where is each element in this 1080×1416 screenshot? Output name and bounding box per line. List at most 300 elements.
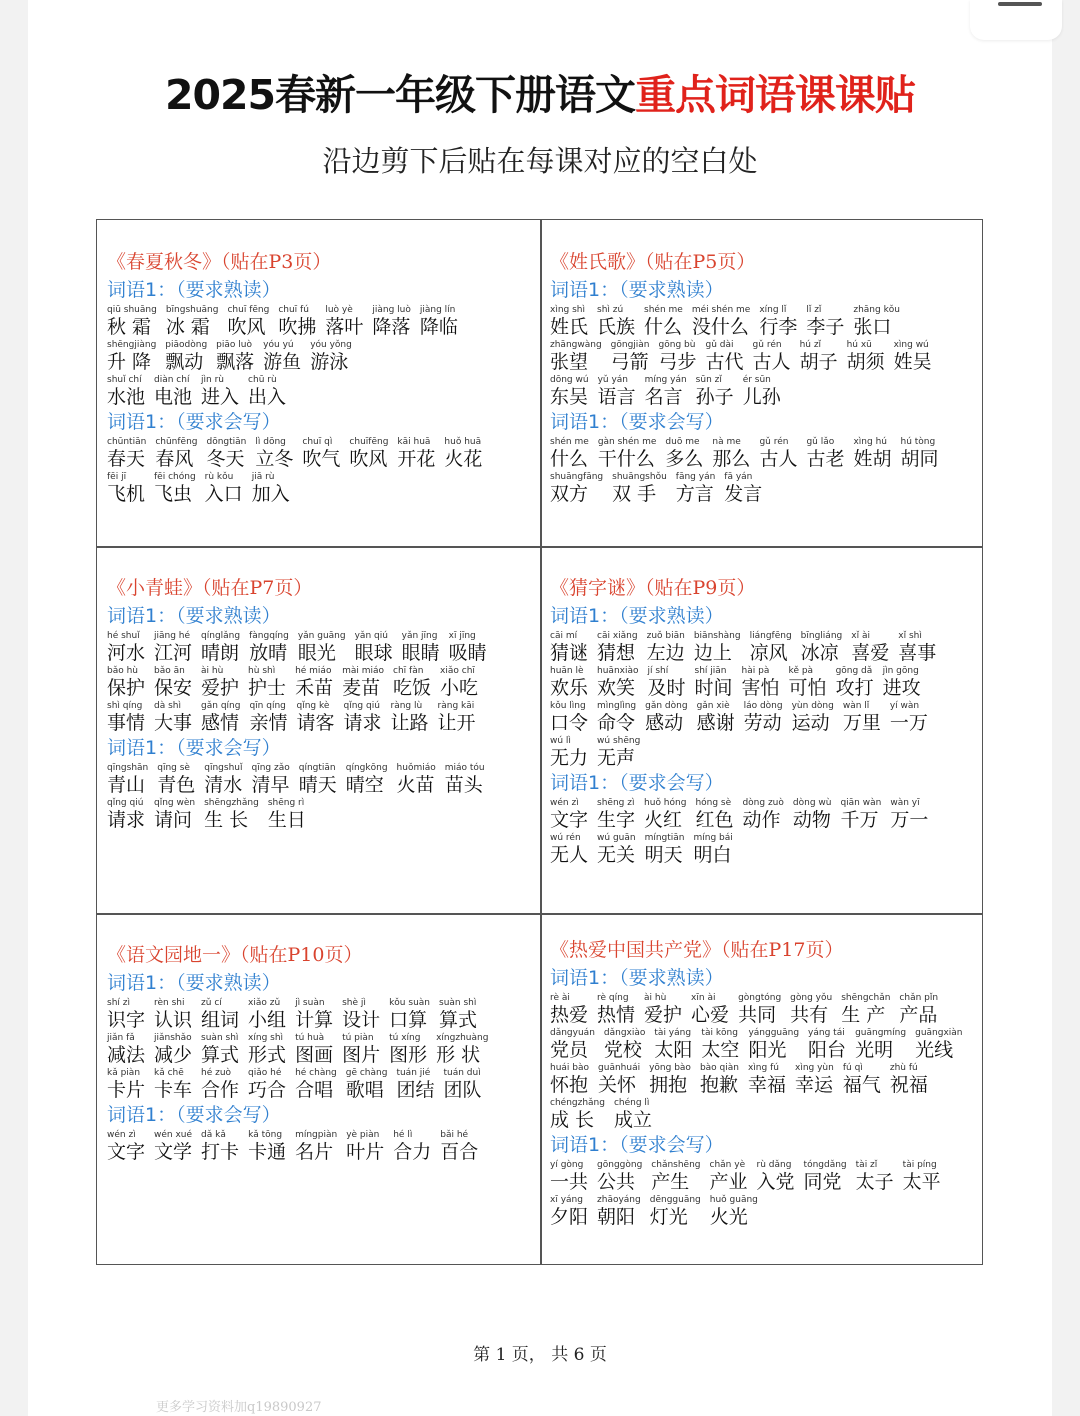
hanzi-word: 抱歉 [699, 1074, 738, 1096]
hanzi-word: 卡片 [107, 1079, 146, 1101]
pinyin-label: shuǐ chí [107, 375, 142, 385]
vocab-word [899, 992, 938, 1026]
pinyin-label: huān lè [550, 666, 584, 676]
word-row [550, 1061, 993, 1096]
word-row [550, 629, 993, 664]
vocab-word [550, 471, 603, 505]
pinyin-label: míng yán [644, 375, 687, 385]
pinyin-label: nà me [712, 437, 741, 447]
hanzi-word: 张口 [853, 316, 892, 338]
pinyin-label: chǎn yè [709, 1160, 746, 1170]
pinyin-label: láo dòng [743, 701, 783, 711]
vocab-word [154, 797, 195, 831]
vocab-word [598, 436, 657, 470]
vocab-word [349, 436, 388, 470]
vocab-word [649, 1062, 691, 1096]
vocab-word [710, 1159, 748, 1193]
pinyin-label: chuī fú [278, 305, 309, 315]
word-row [550, 831, 993, 866]
pinyin-label: qiān wàn [840, 798, 882, 808]
vocab-word [597, 797, 635, 831]
pinyin-label: chéngzhǎng [550, 1098, 605, 1108]
vocab-word [792, 700, 834, 734]
vocab-word [706, 339, 744, 373]
pinyin-label: gàn shén me [597, 437, 657, 447]
vocab-word [154, 471, 196, 505]
pinyin-label: fēi jī [107, 472, 127, 482]
vocab-word [840, 797, 881, 831]
vocab-word [298, 630, 346, 664]
hanzi-word: 名片 [295, 1141, 334, 1163]
hanzi-word: 认识 [154, 1009, 193, 1031]
vocab-word [843, 700, 881, 734]
word-row [550, 338, 993, 373]
hanzi-word: 团队 [443, 1079, 482, 1101]
pinyin-label: huǒ huā [444, 437, 482, 447]
hanzi-word: 合唱 [295, 1079, 334, 1101]
hanzi-word: 孙子 [695, 386, 734, 408]
pinyin-label: rù dǎng [756, 1160, 792, 1170]
pinyin-label: huǒ guāng [709, 1195, 758, 1205]
vocab-word [648, 665, 686, 699]
vocab-word [449, 630, 487, 664]
word-row [107, 1031, 550, 1066]
pinyin-label: kě pà [788, 666, 814, 676]
hanzi-word: 入口 [204, 483, 243, 505]
hanzi-word: 组词 [201, 1009, 240, 1031]
vocab-word [843, 1062, 881, 1096]
hanzi-word: 文字 [550, 809, 589, 831]
vocab-word [757, 1159, 795, 1193]
vocab-word [665, 436, 703, 470]
hanzi-word: 行李 [759, 316, 798, 338]
word-row [107, 761, 550, 796]
lesson-title: 《春夏秋冬》（贴在P3页） [107, 251, 332, 273]
vocab-word [697, 700, 735, 734]
pinyin-label: shén me [644, 305, 683, 315]
hanzi-word: 落叶 [325, 316, 364, 338]
lesson-card [107, 941, 550, 1163]
pinyin-label: jìn rù [201, 375, 225, 385]
vocab-word [107, 630, 145, 664]
word-row [550, 1158, 993, 1193]
hanzi-word: 红色 [695, 809, 734, 831]
hanzi-word: 阳台 [808, 1039, 847, 1061]
vocab-word [444, 436, 482, 470]
hanzi-word: 减法 [107, 1044, 146, 1066]
pinyin-label: dà shì [154, 701, 181, 711]
pinyin-label: shuāngshǒu [612, 472, 667, 482]
pinyin-label: yōng bào [649, 1063, 691, 1073]
hanzi-word: 凉风 [749, 642, 788, 664]
hanzi-word: 公共 [597, 1171, 636, 1193]
vocab-word [201, 374, 239, 408]
lesson-card [107, 574, 550, 831]
vocab-word [597, 1159, 642, 1193]
hanzi-word: 降临 [419, 316, 458, 338]
pinyin-label: chéng lì [613, 1098, 650, 1108]
pinyin-label: tóngdǎng [803, 1160, 847, 1170]
hanzi-word: 共同 [738, 1004, 777, 1026]
pinyin-label: xǐ ài [851, 631, 870, 641]
section-header: 词语1：（要求会写） [550, 772, 724, 794]
hanzi-word: 眼球 [354, 642, 393, 664]
vocab-word [550, 436, 589, 470]
hanzi-word: 左边 [646, 642, 685, 664]
hanzi-word: 命令 [597, 712, 636, 734]
vocab-word [694, 630, 741, 664]
hanzi-word: 什么 [550, 448, 589, 470]
vocab-word [372, 304, 411, 338]
vocab-word [701, 1027, 739, 1061]
hanzi-word: 及时 [647, 677, 686, 699]
vocab-word [550, 992, 588, 1026]
section-header: 词语1：（要求熟读） [107, 279, 281, 301]
vocab-word [201, 630, 240, 664]
pinyin-label: hé shuǐ [107, 631, 140, 641]
hanzi-word: 保护 [107, 677, 146, 699]
section-header: 词语1：（要求熟读） [107, 605, 281, 627]
word-row [550, 1096, 993, 1131]
vocab-word [890, 1062, 928, 1096]
pinyin-label: fú qì [842, 1063, 863, 1073]
vocab-word [550, 1027, 595, 1061]
section-header: 词语1：（要求熟读） [550, 967, 724, 989]
pinyin-label: xī jīng [448, 631, 476, 641]
vocab-word [154, 374, 192, 408]
lesson-card [550, 936, 993, 1228]
vocab-word [645, 700, 687, 734]
pinyin-label: jìn gōng [882, 666, 919, 676]
grid-divider-horizontal [97, 546, 982, 548]
vocab-word [248, 1129, 286, 1163]
pinyin-label: qīngshān [107, 763, 149, 773]
hanzi-word: 眼光 [297, 642, 336, 664]
pinyin-label: gǔ dài [705, 340, 734, 350]
vocab-word [295, 1129, 337, 1163]
vocab-word [201, 1067, 239, 1101]
pinyin-label: shí jiān [694, 666, 727, 676]
vocab-word [249, 630, 289, 664]
section-header: 词语1：（要求熟读） [107, 972, 281, 994]
pinyin-label: jì suàn [295, 998, 325, 1008]
grid-divider-horizontal [97, 913, 982, 915]
pinyin-label: hú xū [846, 340, 872, 350]
vocab-word [644, 797, 686, 831]
pinyin-label: kǒu lìng [550, 701, 586, 711]
vocab-word [847, 339, 885, 373]
vocab-word [759, 436, 797, 470]
pinyin-label: rù kǒu [204, 472, 234, 482]
hanzi-word: 怀抱 [550, 1074, 589, 1096]
pinyin-label: hóng sè [695, 798, 732, 808]
hanzi-word: 吹拂 [278, 316, 317, 338]
pinyin-label: huānxiào [597, 666, 639, 676]
vocab-word [157, 762, 195, 796]
hanzi-word: 请客 [296, 712, 335, 734]
vocab-word [397, 436, 435, 470]
pinyin-label: rèn shi [154, 998, 185, 1008]
lesson-title: 《小青蛙》（贴在P7页） [107, 577, 313, 599]
word-row [107, 664, 550, 699]
pinyin-label: shēngchǎn [841, 993, 891, 1003]
pinyin-label: shí zì [107, 998, 130, 1008]
hanzi-word: 图画 [295, 1044, 334, 1066]
pinyin-label: hé lì [393, 1130, 413, 1140]
pinyin-label: tuán duì [443, 1068, 481, 1078]
hanzi-word: 飘落 [216, 351, 255, 373]
pinyin-label: rè ài [550, 993, 570, 1003]
pinyin-label: ài hù [201, 666, 224, 676]
vocab-word [604, 1027, 646, 1061]
vocab-word [853, 304, 900, 338]
vocab-word [550, 1194, 588, 1228]
pinyin-label: míng bái [693, 833, 733, 843]
pinyin-label: xíngzhuàng [436, 1033, 489, 1043]
vocab-word [597, 992, 635, 1026]
vocab-word [204, 797, 259, 831]
vocab-word [804, 1159, 847, 1193]
vocab-word [793, 797, 832, 831]
pinyin-label: tú xíng [389, 1033, 421, 1043]
lesson-title: 《语文园地一》（贴在P10页） [107, 944, 363, 966]
hanzi-word: 发言 [724, 483, 763, 505]
hanzi-word: 氏族 [597, 316, 636, 338]
pinyin-label: wàn lǐ [842, 701, 870, 711]
vocab-word [346, 1129, 384, 1163]
hanzi-word: 成立 [613, 1109, 652, 1131]
pinyin-label: ràng lù [390, 701, 423, 711]
pinyin-label: yè piàn [346, 1130, 380, 1140]
pinyin-label: yóu yǒng [310, 340, 352, 350]
hanzi-word: 太阳 [654, 1039, 693, 1061]
vocab-word [154, 1129, 192, 1163]
hanzi-word: 进攻 [882, 677, 921, 699]
pinyin-label: tú piàn [342, 1033, 374, 1043]
vocab-word [597, 304, 635, 338]
pinyin-label: gē chàng [345, 1068, 388, 1078]
hanzi-word: 无关 [597, 844, 636, 866]
hanzi-word: 巧合 [248, 1079, 287, 1101]
vocab-word [744, 700, 783, 734]
hanzi-word: 那么 [712, 448, 751, 470]
page-subtitle: 沿边剪下后贴在每课对应的空白处 [322, 144, 758, 178]
pinyin-label: tài zǐ [855, 1160, 878, 1170]
scroll-handle[interactable] [970, 0, 1062, 40]
vocab-word [263, 339, 301, 373]
pinyin-label: shēngzhǎng [204, 798, 259, 808]
lesson-title: 《姓氏歌》（贴在P5页） [550, 251, 756, 273]
hanzi-word: 害怕 [741, 677, 780, 699]
hanzi-word: 口令 [550, 712, 589, 734]
word-row [550, 435, 993, 470]
vocab-word [742, 797, 783, 831]
hanzi-word: 生 产 [841, 1004, 886, 1026]
hanzi-word: 春天 [107, 448, 146, 470]
hanzi-word: 张望 [550, 351, 589, 373]
hanzi-word: 吹风 [349, 448, 388, 470]
vocab-word [790, 992, 832, 1026]
pinyin-label: hài pà [741, 666, 770, 676]
vocab-word [302, 436, 340, 470]
hanzi-word: 劳动 [743, 712, 782, 734]
pinyin-label: gòng yǒu [790, 993, 833, 1003]
vocab-word [107, 374, 145, 408]
hanzi-word: 万里 [842, 712, 881, 734]
vocab-word [445, 762, 485, 796]
vocab-word [299, 762, 337, 796]
pinyin-label: hú tòng [900, 437, 936, 447]
handle-bar-icon[interactable] [998, 2, 1042, 6]
hanzi-word: 火苗 [396, 774, 435, 796]
vocab-word [107, 1129, 145, 1163]
hanzi-word: 火红 [644, 809, 683, 831]
vocab-word [550, 1159, 588, 1193]
pinyin-label: liángfēng [749, 631, 792, 641]
vocab-word [710, 1194, 758, 1228]
vocab-word [750, 630, 792, 664]
hanzi-word: 小组 [248, 1009, 287, 1031]
hanzi-word: 方言 [675, 483, 714, 505]
hanzi-word: 攻打 [835, 677, 874, 699]
pinyin-label: jiǎnshǎo [154, 1033, 192, 1043]
vocab-word [165, 339, 207, 373]
pinyin-label: zhāng kǒu [853, 305, 900, 315]
pinyin-label: shén me [550, 437, 589, 447]
vocab-word [342, 1032, 380, 1066]
hanzi-word: 春风 [155, 448, 194, 470]
pinyin-label: jiāng hé [154, 631, 191, 641]
vocab-word [550, 735, 588, 769]
hanzi-word: 生字 [597, 809, 636, 831]
hanzi-word: 李子 [806, 316, 845, 338]
hanzi-word: 拥抱 [649, 1074, 688, 1096]
section-header: 词语1：（要求会写） [107, 1104, 281, 1126]
vocab-word [440, 1129, 478, 1163]
title-highlight: 重点词语课课贴 [635, 71, 916, 119]
vocab-word [397, 762, 436, 796]
hanzi-word: 阳光 [748, 1039, 787, 1061]
pinyin-label: wú lì [550, 736, 571, 746]
vocab-word [597, 700, 636, 734]
section-header: 词语1：（要求熟读） [550, 279, 724, 301]
hanzi-word: 立冬 [255, 448, 294, 470]
hanzi-word: 打卡 [201, 1141, 240, 1163]
hanzi-word: 放晴 [249, 642, 288, 664]
pinyin-label: qíngkōng [345, 763, 388, 773]
pinyin-label: qiǎo hé [248, 1068, 282, 1078]
hanzi-word: 语言 [597, 386, 636, 408]
vocab-word [851, 630, 889, 664]
word-row [550, 373, 993, 408]
vocab-word [748, 1027, 799, 1061]
hanzi-word: 双方 [550, 483, 589, 505]
pinyin-label: méi shén me [691, 305, 751, 315]
pinyin-label: dòng wù [792, 798, 832, 808]
pinyin-label: xiǎo zǔ [248, 998, 281, 1008]
word-row [550, 303, 993, 338]
vocab-word [248, 1032, 286, 1066]
pinyin-label: qíngtiān [298, 763, 336, 773]
pinyin-label: suàn shì [201, 1033, 239, 1043]
hanzi-word: 产生 [651, 1171, 690, 1193]
vocab-word [154, 997, 192, 1031]
hanzi-word: 喜爱 [851, 642, 890, 664]
vocab-word [248, 374, 286, 408]
pinyin-label: xìng yùn [795, 1063, 834, 1073]
vocab-word [614, 1097, 652, 1131]
vocab-word [841, 992, 890, 1026]
vocab-word [900, 436, 938, 470]
pinyin-label: qīngshuǐ [204, 763, 243, 773]
vocab-word [107, 436, 146, 470]
vocab-word [598, 1062, 640, 1096]
hanzi-word: 晴空 [345, 774, 384, 796]
hanzi-word: 请求 [343, 712, 382, 734]
hanzi-word: 什么 [644, 316, 683, 338]
hanzi-word: 生日 [267, 809, 306, 831]
pinyin-label: miáo tóu [444, 763, 485, 773]
hanzi-word: 感情 [201, 712, 240, 734]
hanzi-word: 姓吴 [893, 351, 932, 373]
word-row [550, 796, 993, 831]
vocab-word [107, 339, 156, 373]
vocab-word [550, 1062, 589, 1096]
pinyin-label: hé zuò [201, 1068, 232, 1078]
pinyin-label: fàngqíng [249, 631, 289, 641]
pinyin-label: yǎn guāng [297, 631, 346, 641]
vocab-word [201, 997, 239, 1031]
pinyin-label: dōngtiān [206, 437, 247, 447]
hanzi-word: 卡通 [248, 1141, 287, 1163]
pinyin-label: bīngshuāng [165, 305, 219, 315]
hanzi-word: 千万 [840, 809, 879, 831]
hanzi-word: 可怕 [788, 677, 827, 699]
hanzi-word: 明天 [644, 844, 683, 866]
pinyin-label: hú zǐ [799, 340, 822, 350]
pinyin-label: dòng zuò [742, 798, 784, 808]
pinyin-label: chūnfēng [155, 437, 198, 447]
hanzi-word: 爱护 [644, 1004, 683, 1026]
word-row [107, 373, 550, 408]
pinyin-label: sūn zǐ [695, 375, 722, 385]
vocab-word [611, 339, 650, 373]
pinyin-label: jiā rù [251, 472, 275, 482]
vocab-word [598, 374, 636, 408]
hanzi-word: 降落 [372, 316, 411, 338]
hanzi-word: 设计 [342, 1009, 381, 1031]
hanzi-word: 心爱 [691, 1004, 730, 1026]
vocab-word [695, 797, 733, 831]
pinyin-label: wàn yī [890, 798, 920, 808]
vocab-word [346, 762, 388, 796]
vocab-word [915, 1027, 962, 1061]
pinyin-label: xìng hú [853, 437, 887, 447]
hanzi-word: 感动 [645, 712, 684, 734]
pinyin-label: lì dōng [255, 437, 286, 447]
pinyin-label: ér sūn [742, 375, 771, 385]
vocab-word [346, 1067, 388, 1101]
hanzi-word: 关怀 [598, 1074, 637, 1096]
vocab-word [644, 992, 682, 1026]
hanzi-word: 胡同 [900, 448, 939, 470]
hanzi-word: 减少 [154, 1044, 193, 1066]
section-header: 词语1：（要求熟读） [550, 605, 724, 627]
hanzi-word: 晴天 [298, 774, 337, 796]
pinyin-label: cāi xiǎng [597, 631, 638, 641]
pinyin-label: yángguāng [748, 1028, 800, 1038]
section-header: 词语1：（要求会写） [550, 1134, 724, 1156]
